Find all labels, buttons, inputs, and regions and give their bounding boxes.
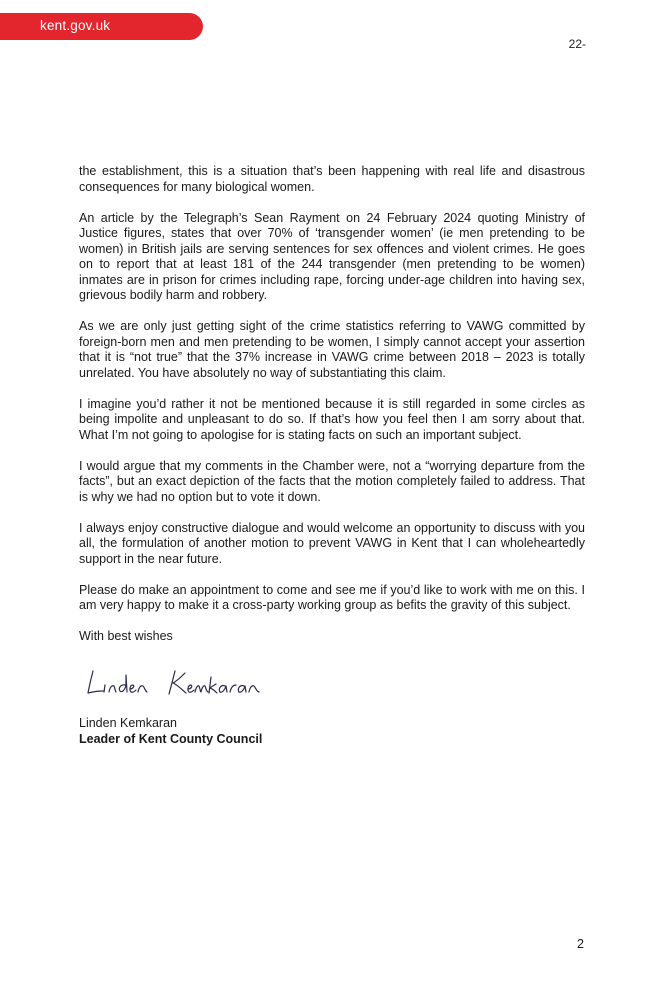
letter-paragraph: I would argue that my comments in the Chamber were, not a “worrying departure from the facts”, but an exact depiction of the facts that the motion completely failed to address. That is why we had no option but to vote it down. xyxy=(79,458,585,504)
header-banner xyxy=(0,13,203,40)
kent-gov-logo: kent.gov.uk xyxy=(40,18,111,33)
signatory-title: Leader of Kent County Council xyxy=(79,731,263,746)
signatory-name: Linden Kemkaran xyxy=(79,716,177,730)
letter-paragraph: I imagine you’d rather it not be mentioned because it is still regarded in some circles as being impolite and unpleasant to do so. If that’s how you feel then I am sorry about that. What I’m not going to apologise for is stating facts on such an important subject. xyxy=(79,396,585,442)
letter-paragraph: An article by the Telegraph’s Sean Rayment on 24 February 2024 quoting Ministry of Justice figures, states that over 70% of ‘transgender women’ (ie men pretending to be women) in British jails are serving sentences for sex offences and violent crimes. He goes on to report that at least 181 of the 244 transgender (men pretending to be women) inmates are in prison for crimes including rape, forcing under-age children into having sex, grievous bodily harm and robbery. xyxy=(79,210,585,302)
letter-closing: With best wishes xyxy=(79,629,173,643)
reference-number: 22- xyxy=(568,37,586,51)
sign-off-block xyxy=(79,716,262,747)
handwritten-signature xyxy=(83,663,283,703)
page-number: 2 xyxy=(577,937,584,951)
letter-body xyxy=(79,164,585,660)
letter-paragraph: Please do make an appointment to come and see me if you’d like to work with me on this. I am very happy to make it a cross-party working group as befits the gravity of this subject. xyxy=(79,582,585,612)
letter-paragraph: I always enjoy constructive dialogue and would welcome an opportunity to discuss with you all, the formulation of another motion to prevent VAWG in Kent that I can wholeheartedly support in the near future. xyxy=(79,520,585,566)
letter-paragraph: As we are only just getting sight of the crime statistics referring to VAWG committed by foreign-born men and men pretending to be women, I simply cannot accept your assertion that it is “not true” that the 37% increase in VAWG crime between 2018 – 2023 is totally unrelated. You have absolutely no way of substantiating this claim. xyxy=(79,319,585,380)
letter-paragraph: the establishment, this is a situation that’s been happening with real life and disastrous consequences for many biological women. xyxy=(79,164,585,194)
